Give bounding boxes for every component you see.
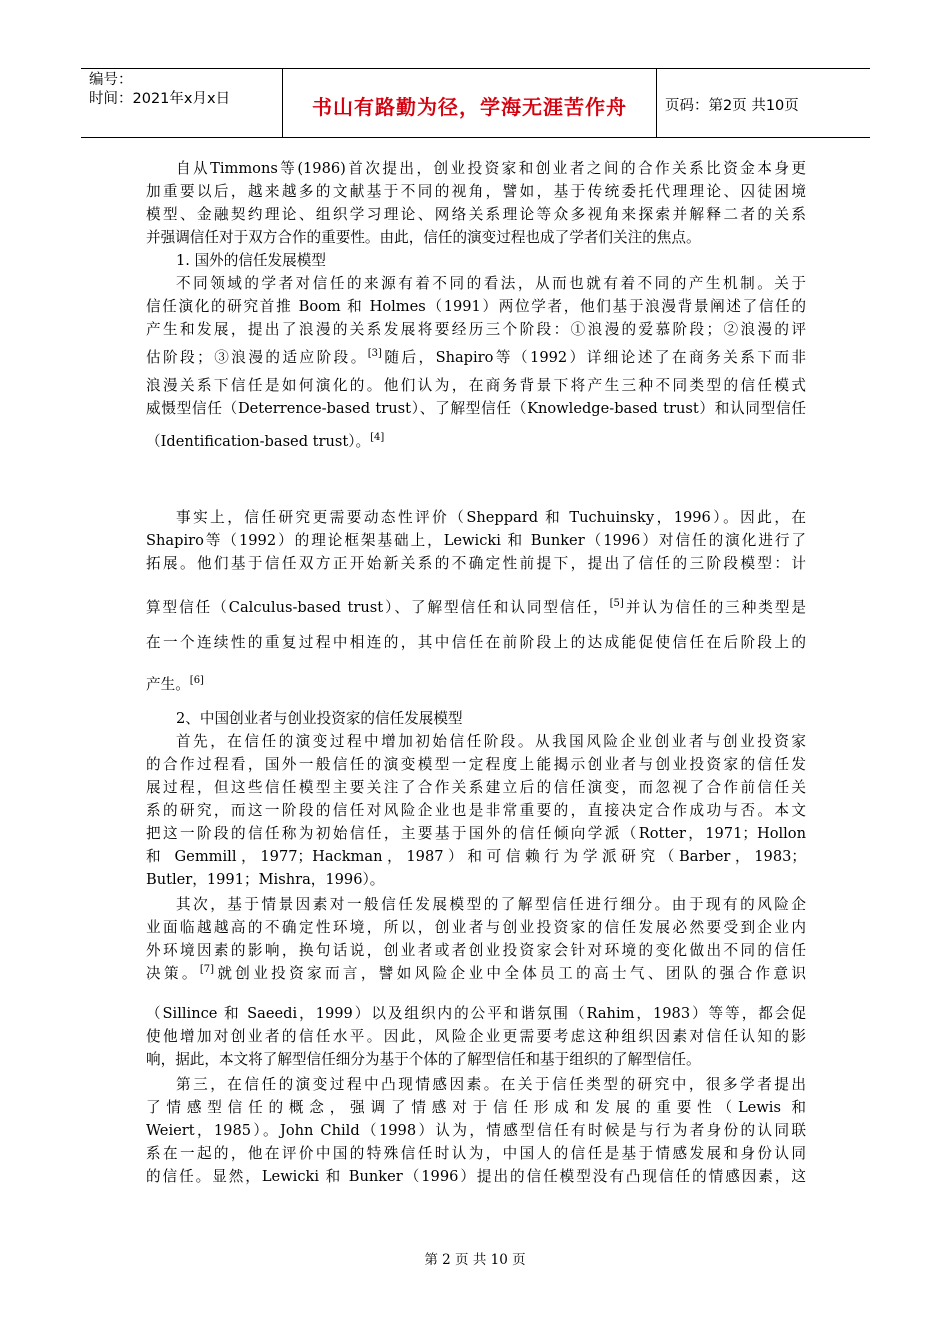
text-line: 首先，在信任的演变过程中增加初始信任阶段。从我国风险企业创业者与创业投资家 — [176, 733, 806, 750]
page-footer: 第 2 页 共 10 页 — [424, 1252, 526, 1268]
text-line: 信任演化的研究首推 Boom 和 Holmes（1991）两位学者，他们基于浪漫背景阐述了信任的 — [146, 298, 806, 315]
text-line: 算型信任（Calculus-based trust）、了解型信任和认同型信任，[5]并认为信任的三种类型是 — [146, 598, 806, 616]
text-line: Butler，1991；Mishra，1996）。 — [146, 871, 385, 888]
text-line: 业面临越越高的不确定性环境，所以，创业者与创业投资家的信任发展必然要受到企业内 — [146, 919, 806, 936]
text-line: 拓展。他们基于信任双方正开始新关系的不确定性前提下，提出了信任的三阶段模型：计 — [146, 555, 806, 572]
text-line: 外环境因素的影响，换句话说，创业者或者创业投资家会针对环境的变化做出不同的信任 — [146, 942, 806, 959]
text-line: 浪漫关系下信任是如何演化的。他们认为，在商务背景下将产生三种不同类型的信任模式 — [146, 377, 806, 394]
text-line: 估阶段；③浪漫的适应阶段。[3]随后，Shapiro等（1992）详细论述了在商务关系下而非 — [146, 348, 806, 366]
text-line: 了情感型信任的概念，强调了情感对于信任形成和发展的重要性（Lewis 和 — [146, 1099, 806, 1116]
text-line: 使他增加对创业者的信任水平。因此，风险企业更需要考虑这种组织因素对信任认知的影 — [146, 1028, 806, 1045]
text-line: Shapiro等（1992）的理论框架基础上，Lewicki 和 Bunker（1996）对信任的演化进行了 — [146, 532, 806, 549]
citation-ref: [6] — [189, 675, 204, 686]
text-line: Weiert，1985）。John Child（1998）认为，情感型信任有时候是与行为者身份的认同联 — [146, 1122, 806, 1139]
text-line: 自从Timmons等(1986)首次提出，创业投资家和创业者之间的合作关系比资金本身更 — [176, 160, 806, 177]
text-line: 在一个连续性的重复过程中相连的，其中信任在前阶段上的达成能促使信任在后阶段上的 — [146, 634, 806, 651]
text-line: 的合作过程看，国外一般信任的演变模型一定程度上能揭示创业者与创业投资家的信任发 — [146, 756, 806, 773]
text-line: 产生。[6] — [146, 675, 204, 693]
text-line: 产生和发展，提出了浪漫的关系发展将要经历三个阶段：①浪漫的爱慕阶段；②浪漫的评 — [146, 321, 806, 338]
text-line: 和 Gemmill，1977；Hackman，1987）和可信赖行为学派研究（Barber，1983； — [146, 848, 806, 865]
text-line: 并强调信任对于双方合作的重要性。由此，信任的演变过程也成了学者们关注的焦点。 — [146, 229, 701, 246]
header-page-label: 页码：第2页 共10页 — [665, 97, 799, 114]
page-header — [81, 68, 870, 138]
citation-ref: [4] — [370, 432, 385, 443]
text-line: （Identification-based trust）。[4] — [146, 432, 385, 450]
text-line: 其次，基于情景因素对一般信任发展模型的了解型信任进行细分。由于现有的风险企 — [176, 896, 806, 913]
text-line: 第三，在信任的演变过程中凸现情感因素。在关于信任类型的研究中，很多学者提出 — [176, 1076, 806, 1093]
text-line: 的信任。显然，Lewicki 和 Bunker（1996）提出的信任模型没有凸现信任的情感因素，这 — [146, 1168, 806, 1185]
header-meta — [81, 69, 283, 137]
citation-ref: [5] — [609, 598, 624, 609]
header-motto: 书山有路勤为径，学海无涯苦作舟 — [283, 69, 657, 137]
text-line: 系在一起的，他在评价中国的特殊信任时认为，中国人的信任是基于情感发展和身份认同 — [146, 1145, 806, 1162]
text-line: 把这一阶段的信任称为初始信任，主要基于国外的信任倾向学派（Rotter，1971；Hollon — [146, 825, 806, 842]
text-line: 响，据此，本文将了解型信任细分为基于个体的了解型信任和基于组织的了解型信任。 — [146, 1051, 701, 1068]
text-line: （Sillince 和 Saeedi，1999）以及组织内的公平和谐氛围（Rahim，1983）等等，都会促 — [146, 1005, 806, 1022]
header-number-label: 编号： — [89, 72, 133, 88]
citation-ref: [7] — [199, 964, 214, 975]
text-line: 事实上，信任研究更需要动态性评价（Sheppard 和 Tuchuinsky，1996）。因此，在 — [176, 509, 806, 526]
text-line: 不同领域的学者对信任的来源有着不同的看法，从而也就有着不同的产生机制。关于 — [176, 275, 806, 292]
section-heading: 1. 国外的信任发展模型 — [176, 252, 326, 269]
citation-ref: [3] — [367, 348, 382, 359]
text-line: 威慑型信任（Deterrence-based trust）、了解型信任（Knowledge-based trust）和认同型信任 — [146, 400, 806, 417]
header-date-label: 时间：2021年x月x日 — [89, 91, 231, 107]
text-line: 展过程，但这些信任模型主要关注了合作关系建立后的信任演变，而忽视了合作前信任关 — [146, 779, 806, 796]
section-heading: 2、中国创业者与创业投资家的信任发展模型 — [176, 710, 463, 727]
text-line: 系的研究，而这一阶段的信任对风险企业也是非常重要的，直接决定合作成功与否。本文 — [146, 802, 806, 819]
text-line: 加重要以后，越来越多的文献基于不同的视角，譬如，基于传统委托代理理论、囚徒困境 — [146, 183, 806, 200]
text-line: 模型、金融契约理论、组织学习理论、网络关系理论等众多视角来探索并解释二者的关系 — [146, 206, 806, 223]
text-line: 决策。[7]就创业投资家而言，譬如风险企业中全体员工的高士气、团队的强合作意识 — [146, 964, 806, 982]
